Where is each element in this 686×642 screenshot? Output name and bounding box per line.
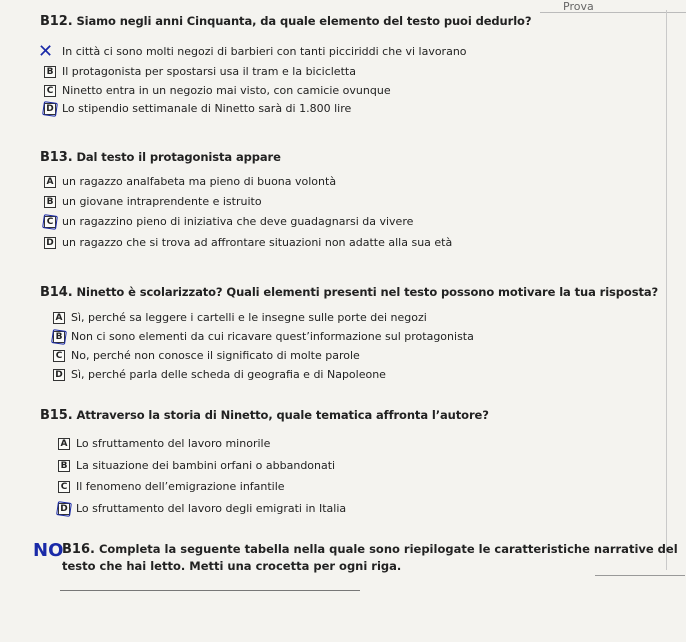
- b12-option-d[interactable]: [44, 102, 351, 115]
- question-number: B14.: [40, 285, 73, 300]
- option-text: Non ci sono elementi da cui ricavare quest’informazione sul protagonista: [71, 330, 474, 343]
- b13-option-b[interactable]: [44, 195, 262, 208]
- option-checkbox[interactable]: C: [53, 350, 65, 362]
- b15-option-a[interactable]: [58, 437, 270, 450]
- option-text: In città ci sono molti negozi di barbieri con tanti picciriddi che vi lavorano: [62, 45, 467, 58]
- handwritten-no-mark: NO: [33, 540, 64, 561]
- option-text: No, perché non conosce il significato di molte parole: [71, 349, 360, 362]
- question-text: Siamo negli anni Cinquanta, da quale elemento del testo puoi dedurlo?: [76, 14, 532, 28]
- option-checkbox[interactable]: B: [53, 331, 65, 343]
- question-b15: [40, 408, 489, 423]
- b15-option-c[interactable]: [58, 480, 285, 493]
- b14-option-d[interactable]: [53, 368, 386, 381]
- b12-option-a[interactable]: [44, 45, 467, 58]
- option-text: Lo sfruttamento del lavoro minorile: [76, 437, 271, 450]
- question-number: B15.: [40, 408, 73, 423]
- option-text: un ragazzino pieno di iniziativa che deve guadagnarsi da vivere: [62, 215, 414, 228]
- option-checkbox[interactable]: C: [58, 481, 70, 493]
- option-checkbox[interactable]: C: [44, 216, 56, 228]
- b15-option-b[interactable]: [58, 459, 335, 472]
- option-text: La situazione dei bambini orfani o abbandonati: [76, 459, 336, 472]
- option-text: un giovane intraprendente e istruito: [62, 195, 262, 208]
- option-checkbox[interactable]: B: [58, 460, 70, 472]
- b13-option-a[interactable]: [44, 175, 336, 188]
- question-text: Attraverso la storia di Ninetto, quale tematica affronta l’autore?: [76, 408, 489, 422]
- option-checkbox[interactable]: D: [44, 237, 56, 249]
- option-checkbox[interactable]: A: [58, 438, 70, 450]
- question-text: Ninetto è scolarizzato? Quali elementi presenti nel testo possono motivare la tua risposta?: [76, 285, 659, 299]
- b12-option-b[interactable]: [44, 65, 356, 78]
- option-text: Sì, perché parla delle scheda di geografia e di Napoleone: [71, 368, 386, 381]
- question-b14: [40, 285, 658, 300]
- option-checkbox[interactable]: D: [44, 103, 56, 115]
- b14-option-a[interactable]: [53, 311, 427, 324]
- option-text: Il protagonista per spostarsi usa il tram e la bicicletta: [62, 65, 356, 78]
- option-checkbox[interactable]: A: [53, 312, 65, 324]
- option-checkbox[interactable]: B: [44, 196, 56, 208]
- option-checkbox[interactable]: D: [58, 503, 70, 515]
- right-margin-rule: [666, 10, 667, 570]
- option-text: un ragazzo che si trova ad affrontare situazioni non adatte alla sua età: [62, 236, 453, 249]
- prova-label: Prova: [563, 0, 594, 13]
- b13-option-d[interactable]: [44, 236, 452, 249]
- question-text-line2: testo che hai letto. Metti una crocetta per ogni riga.: [62, 559, 402, 573]
- option-checkbox[interactable]: A: [44, 176, 56, 188]
- option-text: Ninetto entra in un negozio mai visto, con camicie ovunque: [62, 84, 391, 97]
- question-text: Dal testo il protagonista appare: [76, 150, 281, 164]
- question-b16: [62, 541, 682, 574]
- option-text: Sì, perché sa leggere i cartelli e le insegne sulle porte dei negozi: [71, 311, 427, 324]
- header-rule: [540, 12, 686, 13]
- question-number: B12.: [40, 14, 73, 29]
- b12-option-c[interactable]: [44, 84, 391, 97]
- option-checkbox[interactable]: D: [53, 369, 65, 381]
- question-number: B16.: [62, 542, 95, 557]
- handwritten-x-mark: ✕: [38, 41, 54, 62]
- option-checkbox[interactable]: C: [44, 85, 56, 97]
- question-text-line1: Completa la seguente tabella nella quale sono riepilogate le caratteristiche narrative del: [98, 542, 678, 556]
- option-text: Lo sfruttamento del lavoro degli emigrati in Italia: [76, 502, 347, 515]
- question-b12: [40, 14, 531, 29]
- option-text: Lo stipendio settimanale di Ninetto sarà di 1.800 lire: [62, 102, 352, 115]
- b14-option-c[interactable]: [53, 349, 360, 362]
- table-top-rule: [60, 590, 360, 591]
- b14-option-b[interactable]: [53, 330, 474, 343]
- b15-option-d[interactable]: [58, 502, 346, 515]
- question-number: B13.: [40, 150, 73, 165]
- question-b13: [40, 150, 281, 165]
- option-text: Il fenomeno dell’emigrazione infantile: [76, 480, 285, 493]
- option-checkbox[interactable]: B: [44, 66, 56, 78]
- b13-option-c[interactable]: [44, 215, 413, 228]
- table-top-rule-right: [595, 575, 685, 576]
- option-text: un ragazzo analfabeta ma pieno di buona volontà: [62, 175, 337, 188]
